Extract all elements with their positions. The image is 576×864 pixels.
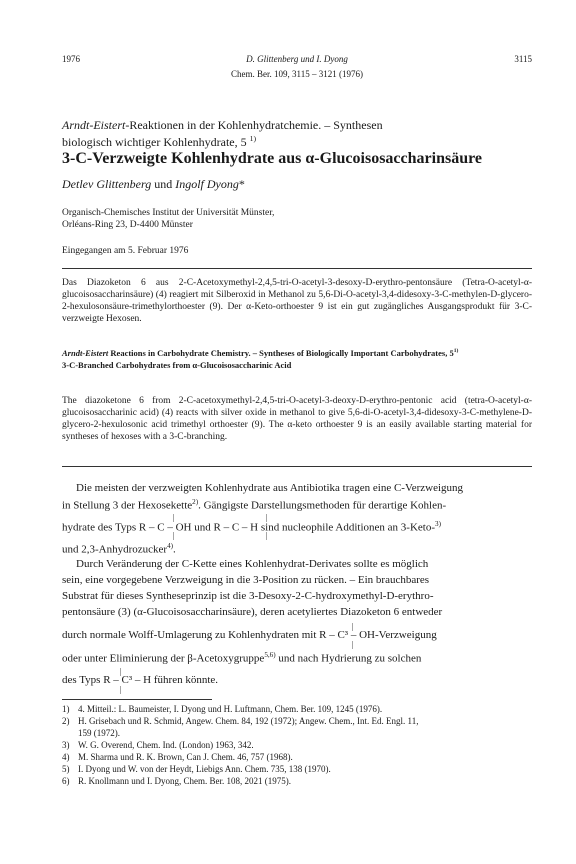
corresponding-star: * xyxy=(238,177,245,191)
body-line: und 2,3-Anhydrozucker$^{4)}$. xyxy=(62,542,176,556)
authors xyxy=(62,177,245,192)
footnote: 6) R. Knollmann und I. Dyong, Chem. Ber. 108, 2021 (1975). xyxy=(62,776,291,786)
english-title-rest: Reactions in Carbohydrate Chemistry. – Syntheses of Biologically Important Carbohydrates, 5 xyxy=(108,347,454,358)
journal-citation: Chem. Ber. 109, 3115 – 3121 (1976) xyxy=(231,69,363,79)
footnote-rule xyxy=(62,699,212,700)
body-line: durch normale Wolff-Umlagerung zu Kohlenhydraten mit R – C³ – OH-Verzweigung xyxy=(62,629,437,641)
page-number: 3115 xyxy=(514,54,532,64)
body-line: oder unter Eliminierung der β-Acetoxygruppe$^{5,6)}$ und nach Hydrierung zu solchen xyxy=(62,651,422,665)
body-line: hydrate des Typs R – C – OH und R – C – H sind nucleophile Additionen an 3-Keto-$^{3)}$ xyxy=(62,520,441,534)
series-title-italic: Arndt-Eistert xyxy=(62,118,126,132)
footnote: 1) 4. Mitteil.: L. Baumeister, I. Dyong und H. Luftmann, Chem. Ber. 109, 1245 (1976). xyxy=(62,704,383,714)
body-line: pentonsäure (3) (α-Glucoisosaccharinsäure), deren acetyliertes Diazoketon 6 entweder xyxy=(62,606,443,618)
english-title xyxy=(62,345,532,371)
affiliation-line-1: Organisch-Chemisches Institut der Universität Münster, xyxy=(62,208,275,218)
series-footnote-ref: 1) xyxy=(249,134,257,143)
affiliation xyxy=(62,207,274,231)
series-title-line2: biologisch wichtiger Kohlenhydrate, 5 xyxy=(62,135,247,149)
footnote: 4) M. Sharma und R. K. Brown, Can J. Chem. 46, 757 (1968). xyxy=(62,752,293,762)
author-1: Detlev Glittenberg xyxy=(62,177,152,191)
body-line: sein, eine vorgegebene Verzweigung in die 3-Position zu rücken. – Ein brauchbares xyxy=(62,574,430,586)
series-title-rest: -Reaktionen in der Kohlenhydratchemie. – Synthesen xyxy=(125,118,383,132)
bond-mark: | xyxy=(120,667,122,676)
body-line: Durch Veränderung der C-Kette eines Kohlenhydrat-Derivates sollte es möglich xyxy=(76,558,429,570)
bond-mark: | xyxy=(266,531,268,540)
received-date: Eingegangen am 5. Februar 1976 xyxy=(62,246,189,256)
abstract-german: Das Diazoketon 6 aus 2-C-Acetoxymethyl-2,4,5-tri-O-acetyl-3-desoxy-D-erythro-pentonsäure (Tetra-O-acetyl-α-glucoisosaccharinsäure) (4) reagiert mit Silberoxid in Methanol zu 5,6-Di-O-acetyl-3,4-didesoxy-3-C-methylen-D-glycero-2-hexulosonsäure-trimethylorthoester (9). Der α-Keto-orthoester 9 ist ein gut zugängliches Ausgangsprodukt für 3-C-verzweigte Hexosen. xyxy=(62,278,532,324)
series-title xyxy=(62,118,532,149)
abstract-top-rule xyxy=(62,268,532,269)
bond-mark: | xyxy=(352,640,354,649)
article-title: 3-C-Verzweigte Kohlenhydrate aus α-Glucoisosaccharinsäure xyxy=(62,150,483,167)
footnote: 159 (1972). xyxy=(78,728,120,738)
footnote: 3) W. G. Overend, Chem. Ind. (London) 1963, 342. xyxy=(62,740,254,750)
footnote: 2) H. Grisebach und R. Schmid, Angew. Chem. 84, 192 (1972); Angew. Chem., Int. Ed. Engl. 11, xyxy=(62,716,419,726)
bond-mark: | xyxy=(352,622,354,631)
bond-mark: | xyxy=(173,531,175,540)
bond-mark: | xyxy=(266,513,268,522)
page-year: 1976 xyxy=(62,54,80,64)
bond-mark: | xyxy=(120,685,122,694)
author-2: Ingolf Dyong xyxy=(175,177,239,191)
body-line: Substrat für dieses Syntheseprinzip ist die 3-Desoxy-2-C-hydroxymethyl-D-erythro- xyxy=(62,590,434,602)
footnote: 5) I. Dyong und W. von der Heydt, Liebigs Ann. Chem. 735, 138 (1970). xyxy=(62,764,331,774)
running-authors: D. Glittenberg und I. Dyong xyxy=(246,54,348,64)
bond-mark: | xyxy=(173,513,175,522)
english-subtitle: 3-C-Branched Carbohydrates from α-Glucoisosaccharinic Acid xyxy=(62,359,292,370)
affiliation-line-2: Orléans-Ring 23, D-4400 Münster xyxy=(62,220,193,230)
body-line: in Stellung 3 der Hexosekette$^{2)}$. Gängigste Darstellungsmethoden für derartige Kohlen- xyxy=(62,498,447,512)
authors-and: und xyxy=(154,177,173,191)
english-title-ref: 1) xyxy=(453,348,459,354)
english-title-italic: Arndt-Eistert xyxy=(62,347,109,358)
body-line: des Typs R – C³ – H führen könnte. xyxy=(62,674,219,686)
abstract-bottom-rule xyxy=(62,466,532,467)
abstract-english: The diazoketone 6 from 2-C-acetoxymethyl-2,4,5-tri-O-acetyl-3-deoxy-D-erythro-pentonic acid (tetra-O-acetyl-α-glucoisosaccharinic acid) (4) reacts with silver oxide in methanol to give 5,6-di-O-acetyl-3,4-didesoxy-3-C-methylene-D-glycero-2-hexulosonic acid trimethyl orthoester (9). The α-keto orthoester 9 is an easily available starting material for syntheses of hexoses with a 3-C-branching. xyxy=(62,396,532,442)
body-line: Die meisten der verzweigten Kohlenhydrate aus Antibiotika tragen eine C-Verzweigung xyxy=(76,482,464,494)
